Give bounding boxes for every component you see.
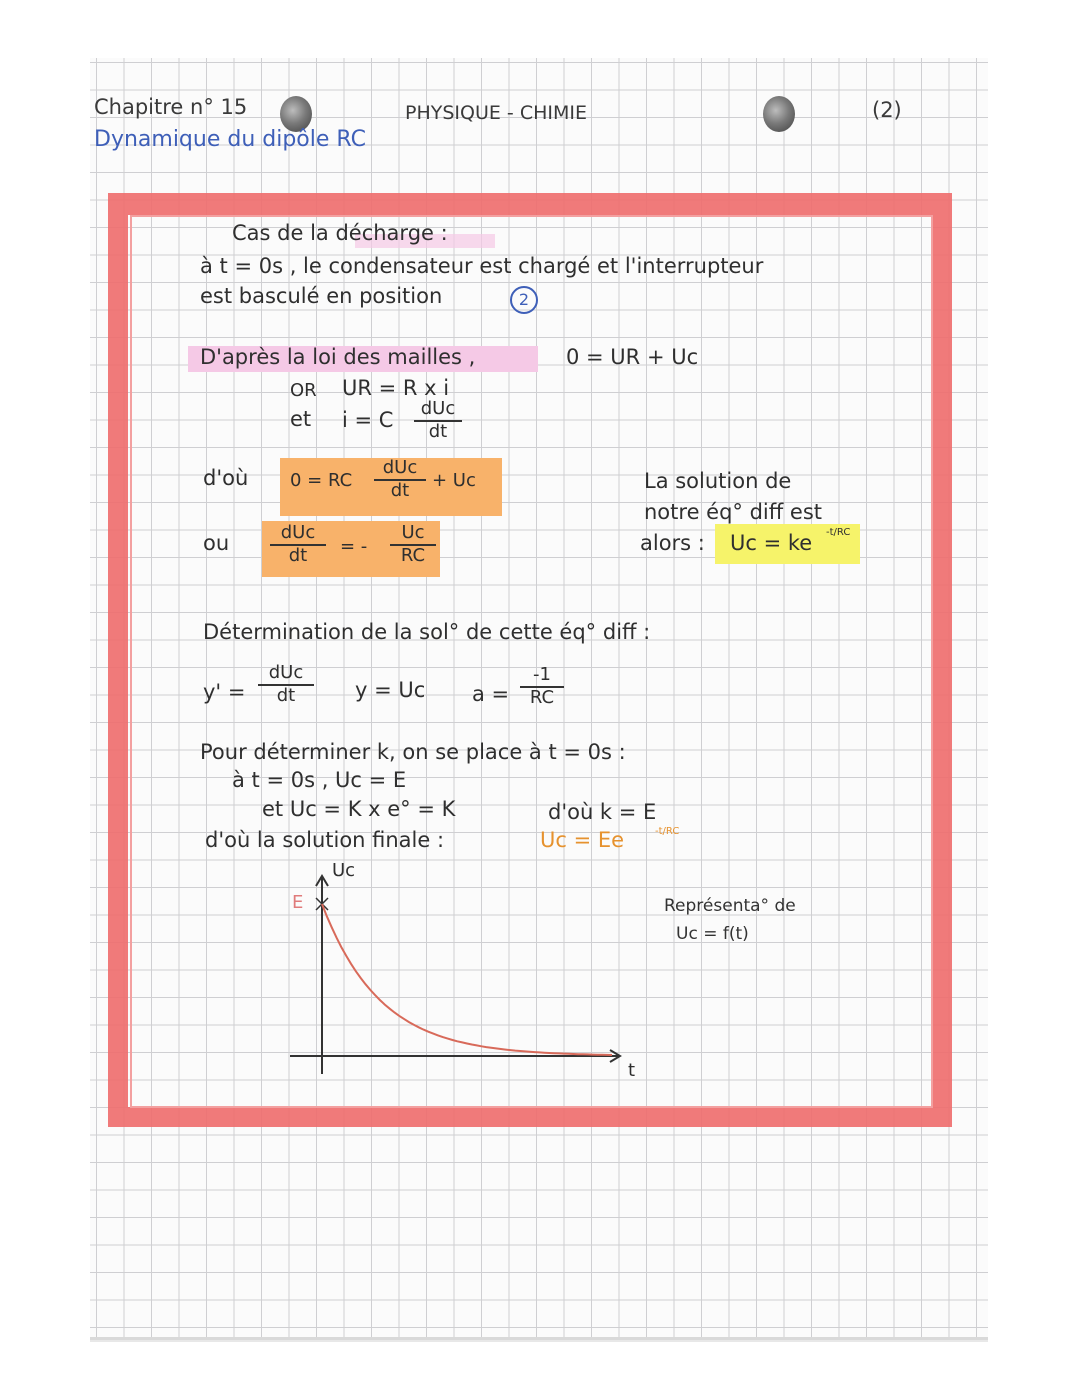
or-label: OR	[290, 380, 317, 401]
yprime-num: dUc	[268, 662, 304, 683]
k-line-4: d'où la solution finale :	[205, 828, 445, 852]
yprime-label: y' =	[203, 680, 246, 704]
binder-hole-right	[763, 96, 795, 132]
eq1-num: dUc	[382, 457, 418, 478]
ur-equation: UR = R x i	[342, 376, 450, 400]
dou-label: d'où	[203, 466, 249, 490]
eq2-mid: = -	[340, 536, 368, 557]
et-label: et	[290, 407, 312, 431]
k-line-3b: d'où k = E	[548, 800, 657, 824]
eq2-rden: RC	[400, 544, 426, 566]
page-title: Dynamique du dipôle RC	[94, 127, 366, 152]
page-number: (2)	[872, 98, 902, 122]
a-fraction	[520, 666, 564, 708]
eq2-left-fraction	[270, 524, 326, 566]
eq2-right-fraction	[390, 524, 436, 566]
graph-caption-1: Représenta° de	[664, 896, 796, 916]
eq1-rhs: + Uc	[432, 470, 476, 491]
k-line-1: Pour déterminer k, on se place à t = 0s :	[200, 740, 626, 764]
a-label: a =	[472, 682, 510, 706]
y-marker-label: E	[292, 892, 304, 913]
graph-caption-2: Uc = f(t)	[676, 924, 749, 944]
subject-label: PHYSIQUE - CHIMIE	[405, 102, 587, 124]
position-circle: 2	[510, 286, 538, 314]
determination-title: Détermination de la sol° de cette éq° diff :	[203, 620, 651, 644]
final-exponent: -t/RC	[655, 826, 680, 837]
eq1-fraction	[374, 459, 426, 501]
solution-line-2: notre éq° diff est	[644, 500, 822, 524]
solution-formula: Uc = ke	[730, 531, 813, 555]
sheet-edge	[90, 1337, 988, 1340]
eq2-den: dt	[288, 544, 308, 566]
eq1-den: dt	[390, 479, 410, 501]
solution-exponent: -t/RC	[826, 527, 851, 538]
i-fraction-num: dUc	[420, 398, 456, 419]
intro-line-1: à t = 0s , le condensateur est chargé et l'interrupteur	[200, 254, 764, 278]
section-title: Cas de la décharge :	[232, 221, 448, 245]
mailles-lead: D'après la loi des mailles ,	[200, 345, 476, 369]
eq2-rnum: Uc	[401, 522, 425, 543]
i-fraction	[414, 400, 462, 442]
yprime-fraction	[258, 664, 314, 706]
chapter-label: Chapitre n° 15	[94, 95, 248, 119]
eq2-num: dUc	[280, 522, 316, 543]
final-solution: Uc = Ee	[540, 828, 625, 852]
eq1-lhs: 0 = RC	[290, 470, 353, 491]
k-line-3: et Uc = K x e° = K	[262, 797, 456, 821]
x-axis-label: t	[628, 1060, 636, 1081]
solution-line-1: La solution de	[644, 469, 792, 493]
yprime-den: dt	[276, 684, 296, 706]
i-lhs: i = C	[342, 408, 394, 432]
intro-line-2: est basculé en position	[200, 284, 443, 308]
a-den: RC	[529, 686, 555, 708]
decay-curve	[322, 904, 612, 1055]
decay-graph	[282, 860, 632, 1080]
i-fraction-den: dt	[428, 420, 448, 442]
y-equation: y = Uc	[355, 678, 426, 702]
y-axis-label: Uc	[332, 860, 356, 881]
mailles-equation: 0 = UR + Uc	[566, 345, 699, 369]
a-num: -1	[533, 664, 551, 685]
ou-label: ou	[203, 531, 230, 555]
k-line-2: à t = 0s , Uc = E	[232, 768, 407, 792]
solution-line-3: alors :	[640, 531, 705, 555]
